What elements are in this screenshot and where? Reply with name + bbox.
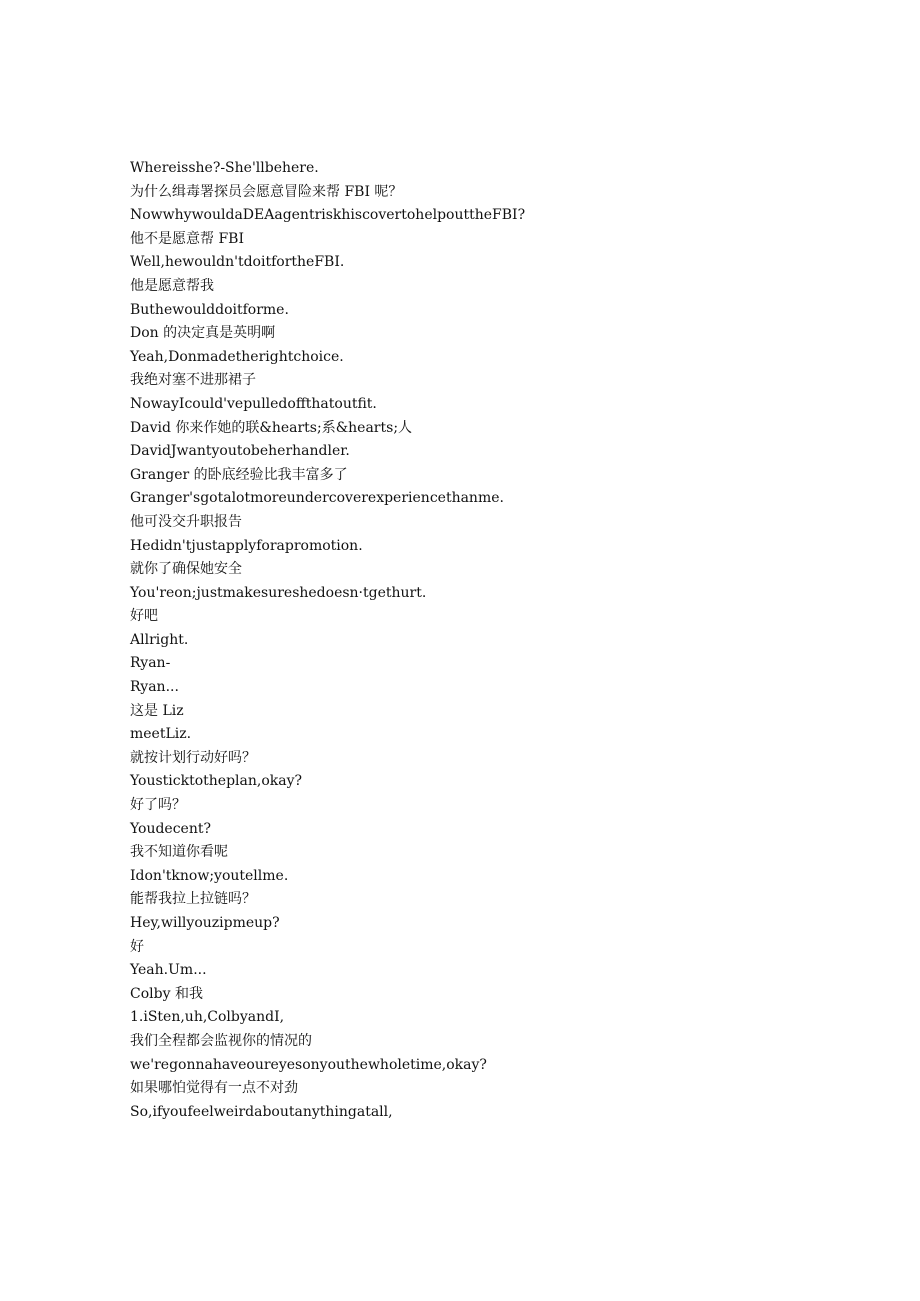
transcript-line: Whereisshe?-She'llbehere. xyxy=(130,160,319,176)
transcript-line: NowayIcould'vepulledoffthatoutfit. xyxy=(130,395,377,412)
transcript-line: Allright. xyxy=(130,631,189,648)
transcript-line: 我们全程都会监视你的情况的 xyxy=(130,1032,312,1049)
transcript-line: Well,hewouldn'tdoitfortheFBI. xyxy=(130,254,345,271)
transcript-line: Granger'sgotalotmoreundercoverexperiencethanme. xyxy=(130,490,504,507)
transcript-line: David 你来作她的联&hearts;系&hearts;人 xyxy=(130,419,413,436)
transcript-line: 他是愿意帮我 xyxy=(130,277,214,294)
transcript-line: You'reon;justmakesureshedoesn·tgethurt. xyxy=(130,584,427,601)
transcript-line: Ryan- xyxy=(130,655,171,672)
transcript-line: Hedidn'tjustapplyforapromotion. xyxy=(130,537,363,554)
transcript-line: Don 的决定真是英明啊 xyxy=(130,325,276,342)
transcript-line: DavidJwantyoutobeherhandler. xyxy=(130,443,350,460)
transcript-line: So,ifyoufeelweirdaboutanythingatall, xyxy=(130,1103,393,1120)
transcript-line: Yeah,Donmadetherightchoice. xyxy=(130,348,344,365)
transcript-line: Youdecent? xyxy=(130,820,211,837)
transcript-line: 能帮我拉上拉链吗？ xyxy=(130,891,256,908)
transcript-line: we'regonnahaveoureyesonyouthewholetime,okay? xyxy=(130,1056,487,1073)
transcript-line: 就你了确保她安全 xyxy=(130,561,242,578)
transcript-line: 他可没交升职报告 xyxy=(130,513,242,530)
transcript-line: 如果哪怕觉得有一点不对劲 xyxy=(130,1080,298,1097)
transcript-line: 1.iSten,uh,ColbyandI, xyxy=(130,1009,285,1026)
transcript-line: 他不是愿意帮 FBI xyxy=(130,230,244,247)
transcript-line: NowwhywouldaDEAagentriskhiscovertohelpouttheFBI? xyxy=(130,207,526,224)
subtitle-transcript xyxy=(130,157,890,1124)
transcript-line: Ryan... xyxy=(130,679,179,696)
transcript-line: 我绝对塞不进那裙子 xyxy=(130,372,256,389)
transcript-line: Idon'tknow;youtellme. xyxy=(130,867,289,884)
transcript-line: meetLiz. xyxy=(130,726,192,743)
transcript-line: Yousticktotheplan,okay? xyxy=(130,773,302,790)
transcript-line: 就按计划行动好吗？ xyxy=(130,749,256,766)
transcript-line: 好吧 xyxy=(130,608,158,625)
transcript-line: Yeah.Um... xyxy=(130,962,207,979)
transcript-line: Colby 和我 xyxy=(130,985,203,1002)
transcript-line: 这是 Liz xyxy=(130,702,184,719)
transcript-line: 好 xyxy=(130,938,144,955)
transcript-line: Hey,willyouzipmeup? xyxy=(130,915,280,931)
transcript-line: 我不知道你看呢 xyxy=(130,844,228,861)
transcript-line: Granger 的卧底经验比我丰富多了 xyxy=(130,466,348,483)
transcript-line: 为什么缉毒署探员会愿意冒险来帮 FBI 呢？ xyxy=(130,183,403,200)
transcript-line: Buthewoulddoitforme. xyxy=(130,301,289,318)
transcript-line: 好了吗？ xyxy=(130,797,186,814)
